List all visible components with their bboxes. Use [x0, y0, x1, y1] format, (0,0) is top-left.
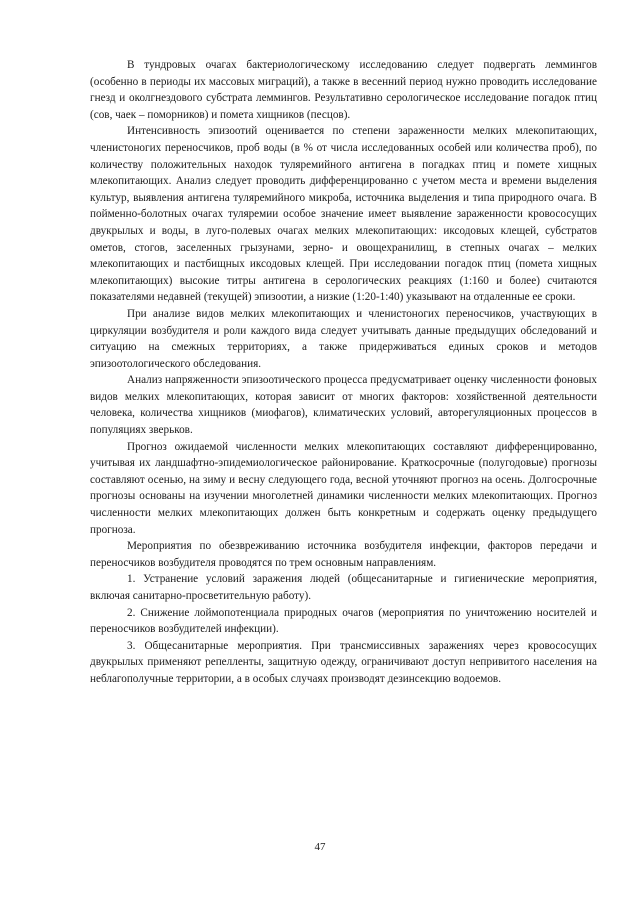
paragraph-measure-3: 3. Общесанитарные мероприятия. При трансмиссивных заражениях через кровососущих двукрылых применяют репелленты, защитную одежду, ограничивают доступ непривитого населения на неблагополучные территории, а в особых случаях производят дезинсекцию водоемов. — [90, 639, 597, 685]
paragraph-epizootic-intensity: Интенсивность эпизоотий оценивается по степени зараженности мелких млекопитающих, членистоногих переносчиков, проб воды (в % от числа исследованных особей или количества проб), по количеству положительных находок туляремийного антигена в погадках птиц и помете хищных млекопитающих. Анализ следует проводить дифференцированно с учетом места и времени выделения культур, выявления антигена туляремийного микроба, источника выделения и типа природного очага. В пойменно-болотных очагах туляремии особое значение имеет выявление зараженности кровососущих двукрылых и воды, в луго-полевых очагах мелких млекопитающих: иксодовых клещей, субстратов ометов, стогов, заселенных грызунами, зерно- и овощехранилищ, в степных очагах – мелких млекопитающих и пастбищных иксодовых клещей. При исследовании погадок птиц (помета хищных млекопитающих) высокие титры антигена в серологических реакциях (1:160 и более) считаются показателями недавней (текущей) эпизоотии, а низкие (1:20-1:40) указывают на отдаленные ее сроки. — [90, 125, 597, 304]
document-page — [90, 57, 597, 688]
paragraph-process-tension: Анализ напряженности эпизоотического процесса предусматривает оценку численности фоновых видов мелких млекопитающих, которая зависит от многих факторов: хозяйственной деятельности человека, количества хищников (миофагов), климатических условий, авторегуляционных процессов в популяциях зверьков. — [90, 374, 597, 437]
page-number: 47 — [314, 841, 326, 853]
paragraph-population-forecast: Прогноз ожидаемой численности мелких млекопитающих составляют дифференцированно, учитывая их ландшафтно-эпидемиологическое районирование. Краткосрочные (полугодовые) прогнозы составляют осенью, на зиму и весну следующего года, весной уточняют прогноз на осень. Долгосрочные прогнозы основаны на изучении многолетней динамики численности мелких млекопитающих. Прогноз численности мелких млекопитающих должен быть конкретным и содержать оценку предыдущего прогноза. — [90, 440, 597, 536]
paragraph-measure-1: 1. Устранение условий заражения людей (общесанитарные и гигиенические мероприятия, включая санитарно-просветительную работу). — [90, 573, 597, 602]
paragraph-measure-2: 2. Снижение лоймопотенциала природных очагов (мероприятия по уничтожению носителей и переносчиков возбудителей инфекции). — [90, 606, 597, 636]
paragraph-measures-intro: Мероприятия по обезвреживанию источника возбудителя инфекции, факторов передачи и переносчиков возбудителя проводятся по трем основным направлениям. — [90, 540, 597, 569]
paragraph-tundra-foci: В тундровых очагах бактериологическому исследованию следует подвергать леммингов (особенно в периоды их массовых миграций), а также в весенний период нужно проводить исследование гнезд и околгнездового субстрата леммингов. Результативно серологическое исследование погадок птиц (сов, чаек – поморников) и помета хищников (песцов). — [90, 59, 597, 121]
paragraph-species-analysis: При анализе видов мелких млекопитающих и членистоногих переносчиков, участвующих в циркуляции возбудителя и роли каждого вида следует учитывать данные предыдущих обследований и ситуацию на смежных территориях, а также придерживаться единых сроков и методов эпизоотологического обследования. — [90, 307, 597, 370]
